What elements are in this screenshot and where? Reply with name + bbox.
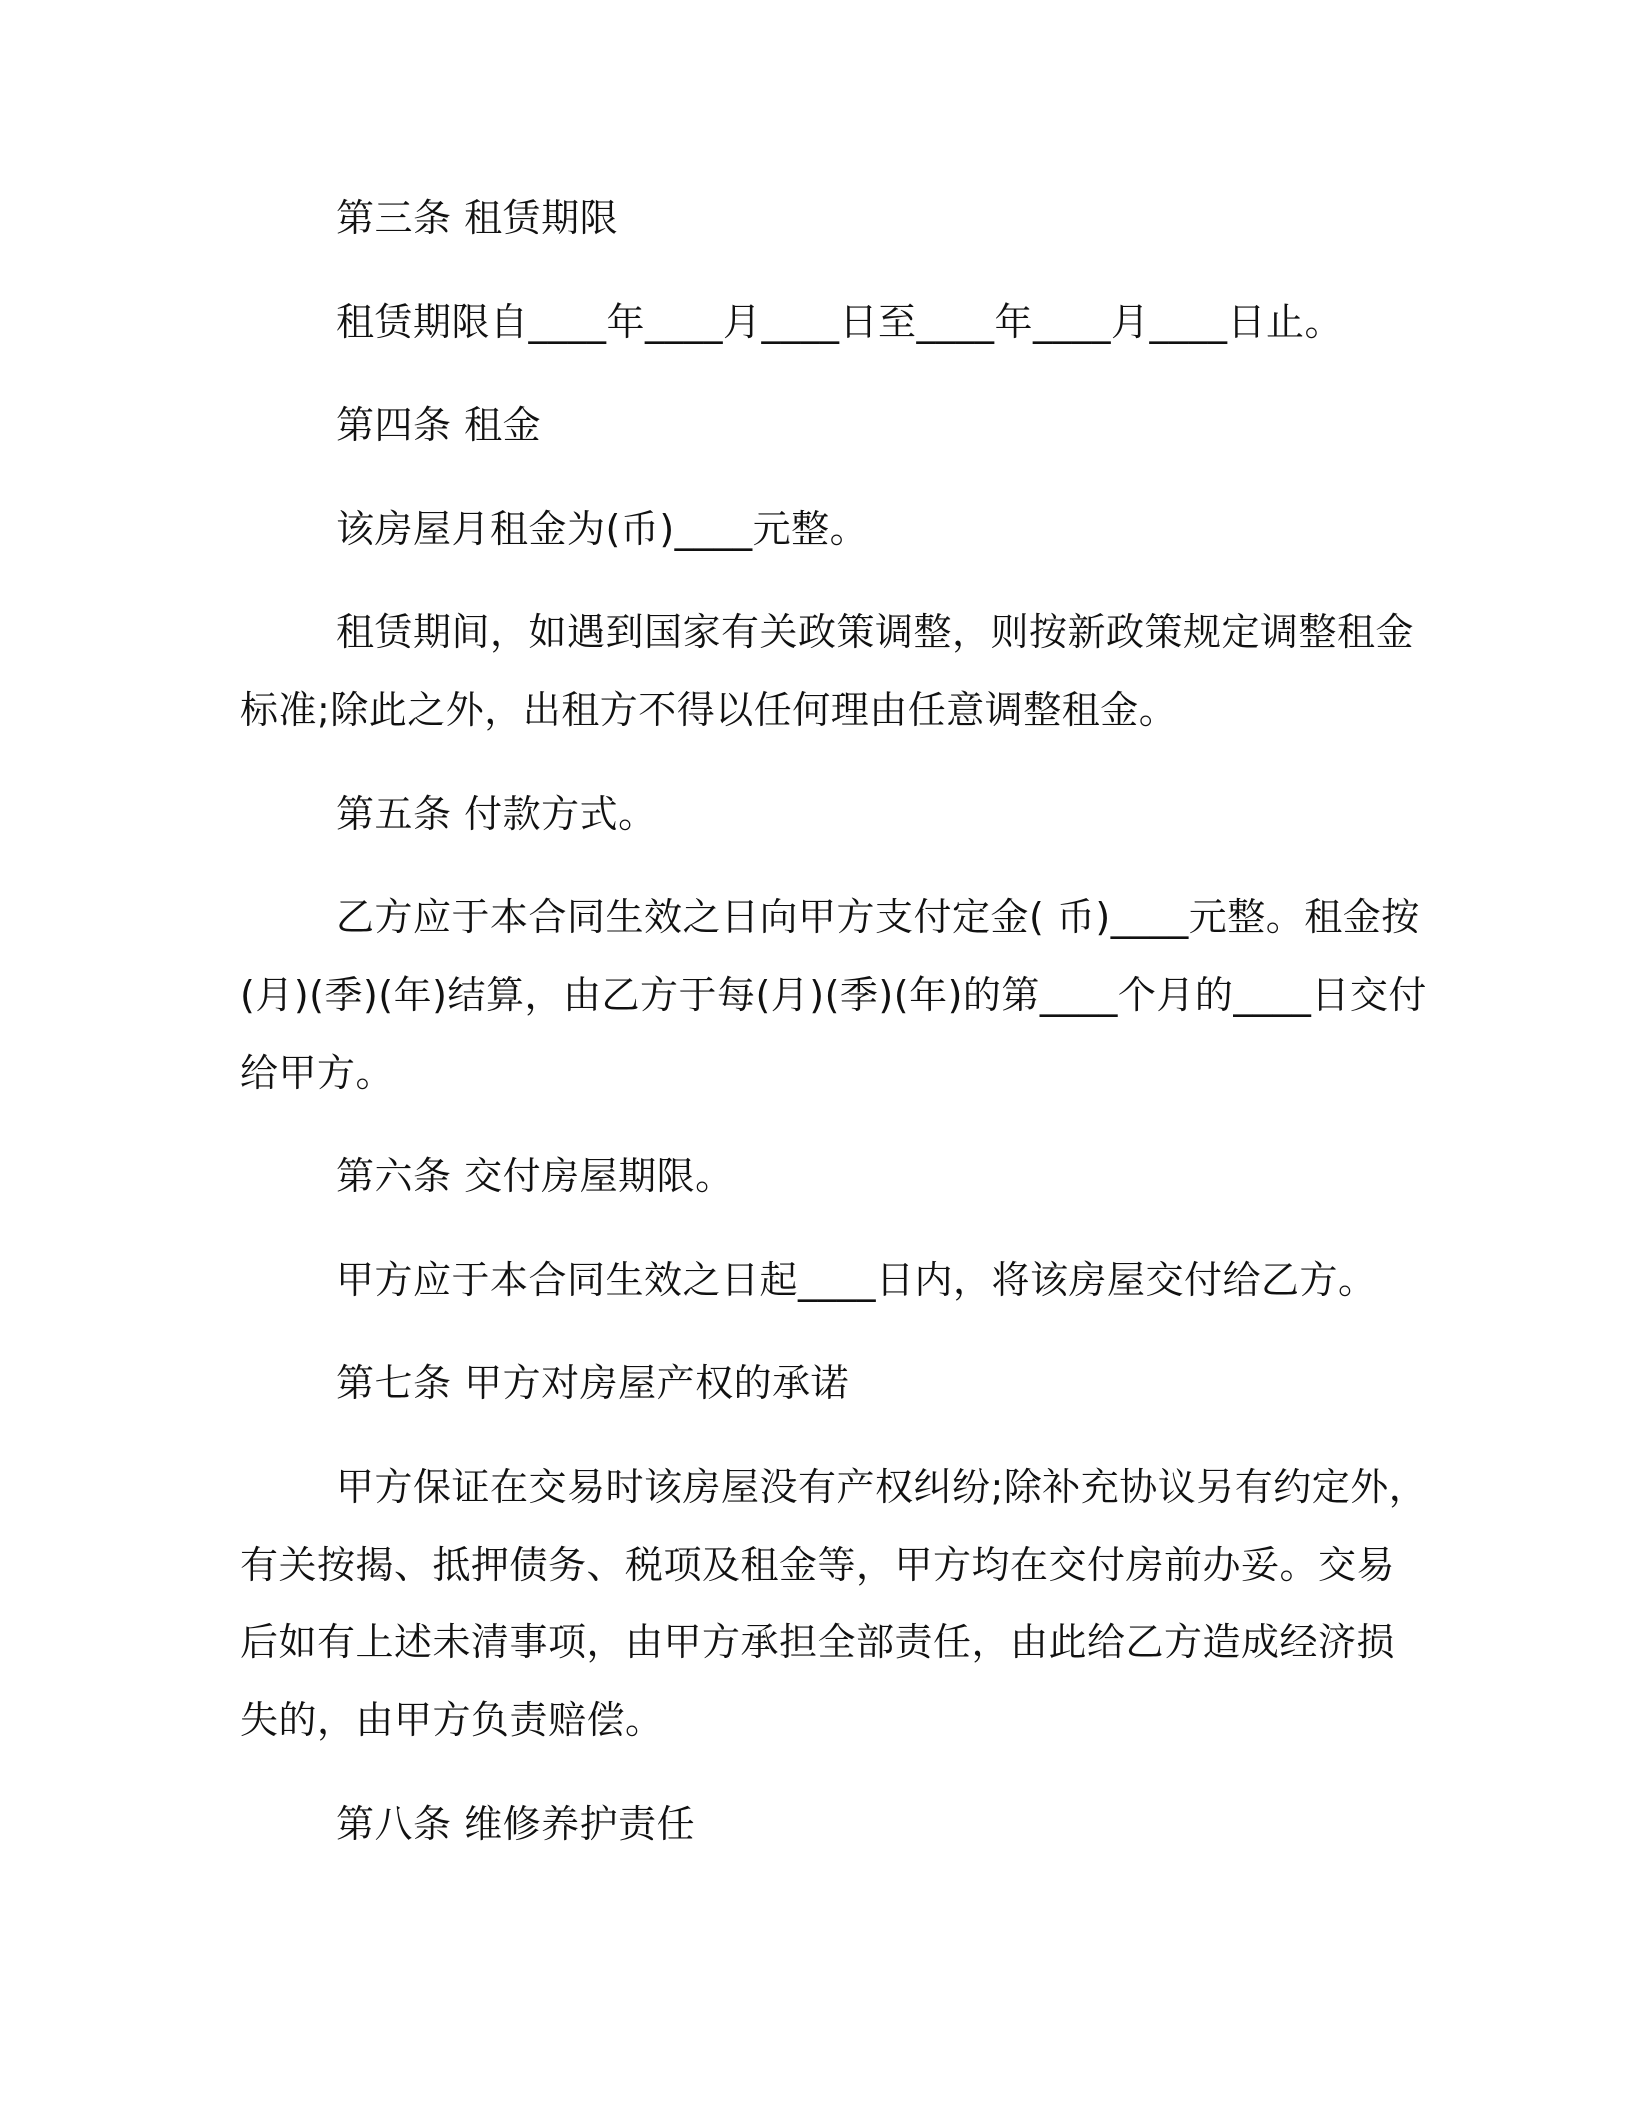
ownership-line-4: 失的，由甲方负责赔偿。 — [240, 1698, 664, 1742]
rent-adjustment-line-1: 租赁期间，如遇到国家有关政策调整，则按新政策规定调整租金 — [336, 610, 1415, 654]
clause-6-heading: 第六条 交付房屋期限。 — [336, 1154, 734, 1198]
ownership-line-1: 甲方保证在交易时该房屋没有产权纠纷;除补充协议另有约定外， — [336, 1465, 1428, 1509]
payment-line-2: (月)(季)(年)结算，由乙方于每(月)(季)(年)的第____个月的____日交付 — [240, 973, 1427, 1017]
payment-line-1: 乙方应于本合同生效之日向甲方支付定金( 币)____元整。租金按 — [336, 895, 1420, 939]
clause-8-heading: 第八条 维修养护责任 — [336, 1802, 696, 1846]
ownership-line-3: 后如有上述未清事项，由甲方承担全部责任，由此给乙方造成经济损 — [240, 1620, 1396, 1664]
clause-7-heading: 第七条 甲方对房屋产权的承诺 — [336, 1361, 850, 1405]
rent-adjustment-line-2: 标准;除此之外，出租方不得以任何理由任意调整租金。 — [240, 688, 1178, 732]
lease-term-text: 租赁期限自____年____月____日至____年____月____日止。 — [336, 300, 1344, 344]
clause-3-heading: 第三条 租赁期限 — [336, 196, 619, 240]
ownership-line-2: 有关按揭、抵押债务、税项及租金等，甲方均在交付房前办妥。交易 — [240, 1543, 1396, 1587]
clause-4-heading: 第四条 租金 — [336, 403, 542, 447]
clause-5-heading: 第五条 付款方式。 — [336, 792, 657, 836]
payment-line-3: 给甲方。 — [240, 1051, 395, 1095]
monthly-rent-text: 该房屋月租金为(币)____元整。 — [336, 507, 869, 551]
delivery-term-text: 甲方应于本合同生效之日起____日内，将该房屋交付给乙方。 — [336, 1258, 1377, 1302]
